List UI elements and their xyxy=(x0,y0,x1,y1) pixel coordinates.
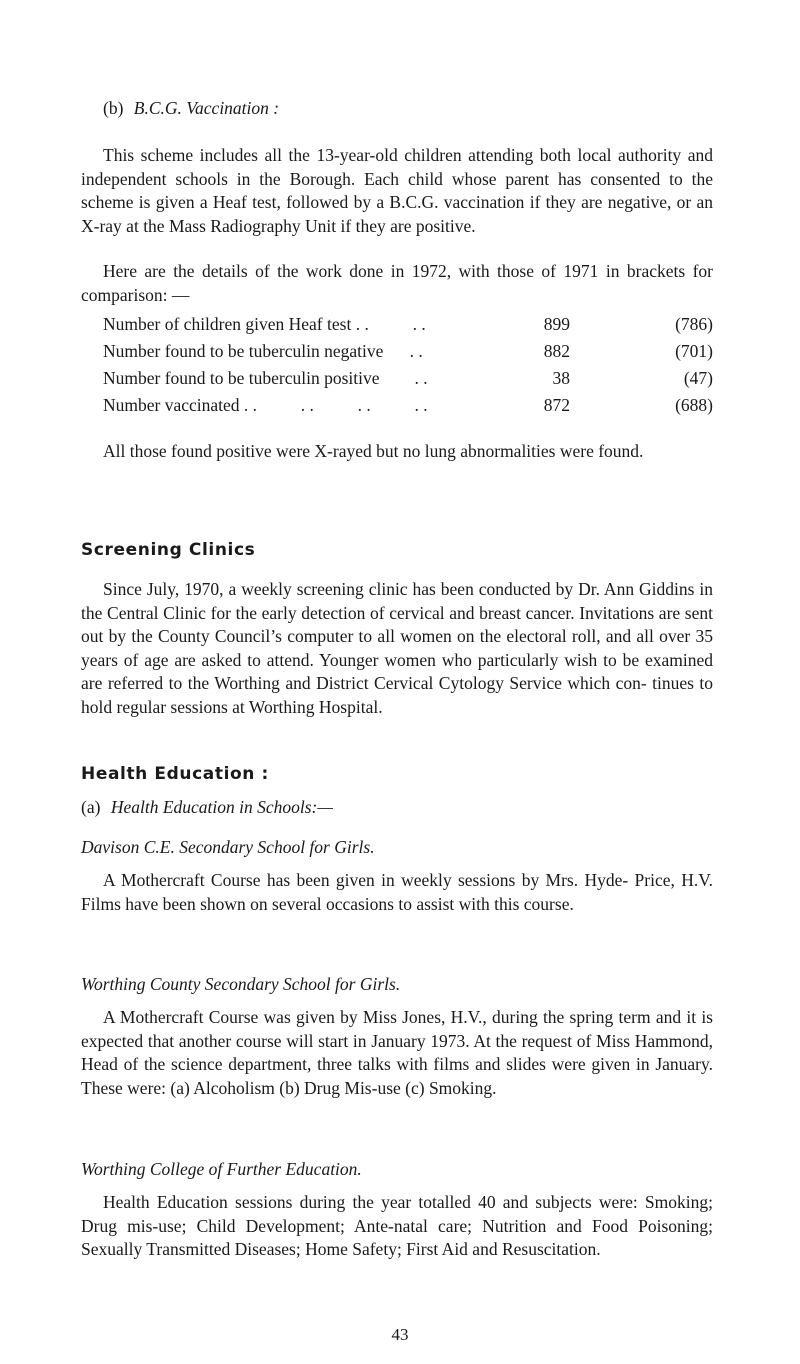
stat-label: Number vaccinated . . . . . . . . xyxy=(103,395,428,415)
health-education-heading: Health Education : xyxy=(81,764,269,784)
bcg-heading xyxy=(103,96,279,120)
school-paragraph: A Mothercraft Course was given by Miss Jones, H.V., during the spring term and it is expected that another course will start in January 1973. At the request of Miss Hammond, Head of the science department, three talks with films and slides were given in January. These were: (a) Alcoholism (b) Drug Mis-use (c) Smoking. xyxy=(81,1007,713,1098)
stat-value-1971: (701) xyxy=(675,341,713,361)
school-name: Worthing College of Further Education. xyxy=(81,1159,362,1179)
stat-value-1971: (786) xyxy=(675,314,713,334)
subheading-title: Health Education in Schools:— xyxy=(110,797,333,817)
stat-value-1972: 899 xyxy=(543,314,570,334)
stat-value-1972: 872 xyxy=(543,395,570,415)
stat-value-1971: (688) xyxy=(675,395,713,415)
bcg-conclusion: All those found positive were X-rayed but no lung abnormalities were found. xyxy=(103,441,644,461)
stat-row xyxy=(103,314,713,341)
health-education-subheading xyxy=(81,795,333,819)
page-number: 43 xyxy=(391,1325,409,1344)
stat-row xyxy=(103,395,713,422)
stat-value-1972: 38 xyxy=(552,368,570,388)
school-name: Davison C.E. Secondary School for Girls. xyxy=(81,837,375,857)
bcg-stats-table xyxy=(103,314,713,422)
screening-paragraph: Since July, 1970, a weekly screening clinic has been conducted by Dr. Ann Giddins in the Central Clinic for the early detection of cervical and breast cancer. Invitations are sent out by the County Council’s computer to all women on the electoral roll, and all over 35 years of age are asked to attend. Younger women who particularly wish to be examined are referred to the Worthing and District Cervical Cytology Service which con- tinues to hold regular sessions at Worthing Hospital. xyxy=(81,579,713,717)
school-paragraph: A Mothercraft Course has been given in weekly sessions by Mrs. Hyde- Price, H.V. Films have been shown on several occasions to assist with this course. xyxy=(81,870,713,914)
bcg-heading-prefix: (b) xyxy=(103,98,124,118)
stat-label: Number of children given Heaf test . . . . xyxy=(103,314,426,334)
stat-value-1971: (47) xyxy=(683,368,713,388)
subheading-prefix: (a) xyxy=(81,797,101,817)
screening-heading: Screening Clinics xyxy=(81,540,256,560)
stat-label: Number found to be tuberculin negative . . xyxy=(103,341,423,361)
school-paragraph: Health Education sessions during the year totalled 40 and subjects were: Smoking; Drug mis-use; Child Development; Ante-natal care; Nutrition and Food Poisoning; Sexually Transmitted Diseases; Home Safety; First Aid and Resuscitation. xyxy=(81,1192,713,1260)
stat-value-1972: 882 xyxy=(543,341,570,361)
stat-row xyxy=(103,341,713,368)
bcg-heading-title: B.C.G. Vaccination : xyxy=(133,98,280,118)
bcg-details-intro: Here are the details of the work done in 1972, with those of 1971 in brackets for comparison: — xyxy=(81,261,713,305)
stat-label: Number found to be tuberculin positive . . xyxy=(103,368,428,388)
bcg-intro-paragraph: This scheme includes all the 13-year-old children attending both local authority and independent schools in the Borough. Each child whose parent has consented to the scheme is given a Heaf test, followed by a B.C.G. vaccination if they are negative, or an X-ray at the Mass Radiography Unit if they are positive. xyxy=(81,145,713,236)
stat-row xyxy=(103,368,713,395)
school-name: Worthing County Secondary School for Girls. xyxy=(81,974,401,994)
